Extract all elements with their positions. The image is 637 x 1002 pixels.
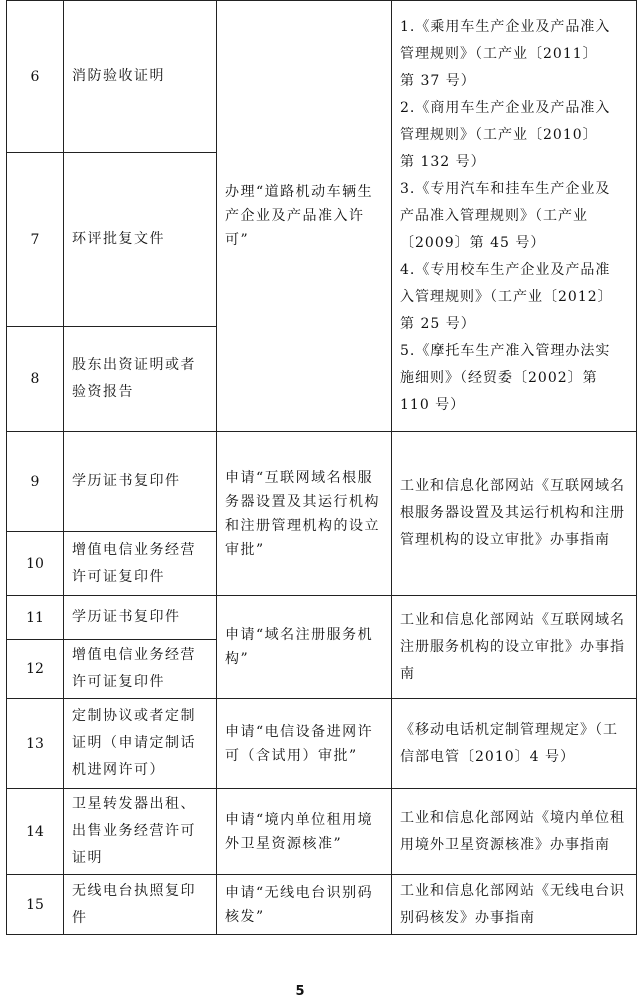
row-number: 7: [7, 153, 64, 327]
basis-line: 2.《商用车生产企业及产品准入: [400, 99, 611, 116]
basis-line: 110 号）: [400, 396, 466, 413]
materials-table: [6, 0, 637, 935]
basis-line: 4.《专用校车生产企业及产品准: [400, 261, 611, 278]
table-row: [7, 875, 637, 935]
application-item-cell: 申请“域名注册服务机构”: [217, 596, 392, 699]
row-number: 6: [7, 1, 64, 153]
table-row: [7, 789, 637, 875]
basis-line: 入管理规则》（工产业〔2012〕: [400, 288, 613, 305]
legal-basis-cell: 工业和信息化部网站《境内单位租用境外卫星资源核准》办事指南: [392, 789, 637, 875]
material-cell: 环评批复文件: [64, 153, 217, 327]
legal-basis-cell: 工业和信息化部网站《互联网域名注册服务机构的设立审批》办事指南: [392, 596, 637, 699]
application-item-cell: 申请“电信设备进网许可（含试用）审批”: [217, 699, 392, 789]
legal-basis-cell: [392, 1, 637, 432]
basis-line: 第 132 号）: [400, 153, 486, 170]
basis-line: 3.《专用汽车和挂车生产企业及: [400, 180, 611, 197]
material-cell: 学历证书复印件: [64, 432, 217, 532]
legal-basis-cell: 工业和信息化部网站《互联网域名根服务器设置及其运行机构和注册管理机构的设立审批》办事指南: [392, 432, 637, 596]
basis-line: 5.《摩托车生产准入管理办法实: [400, 342, 611, 359]
table-row: [7, 699, 637, 789]
application-item-cell: 申请“互联网域名根服务器设置及其运行机构和注册管理机构的设立审批”: [217, 432, 392, 596]
table-row: [7, 596, 637, 640]
material-cell: 无线电台执照复印件: [64, 875, 217, 935]
basis-line: 管理规则》（工产业〔2010〕: [400, 126, 598, 143]
row-number: 13: [7, 699, 64, 789]
table-row: [7, 432, 637, 532]
row-number: 12: [7, 640, 64, 699]
legal-basis-cell: 工业和信息化部网站《无线电台识别码核发》办事指南: [392, 875, 637, 935]
page-number: 5: [295, 984, 305, 999]
material-cell: 消防验收证明: [64, 1, 217, 153]
row-number: 8: [7, 327, 64, 432]
material-cell: 定制协议或者定制证明（申请定制话机进网许可）: [64, 699, 217, 789]
material-cell: 增值电信业务经营许可证复印件: [64, 532, 217, 596]
material-cell: 增值电信业务经营许可证复印件: [64, 640, 217, 699]
row-number: 10: [7, 532, 64, 596]
basis-line: 施细则》（经贸委〔2002〕第: [400, 369, 598, 386]
material-cell: 股东出资证明或者验资报告: [64, 327, 217, 432]
basis-line: 1.《乘用车生产企业及产品准入: [400, 18, 611, 35]
table-row: [7, 1, 637, 153]
basis-line: 产品准入管理规则》（工产业: [400, 207, 588, 224]
basis-line: 〔2009〕第 45 号）: [400, 234, 546, 251]
row-number: 15: [7, 875, 64, 935]
basis-line: 第 37 号）: [400, 72, 476, 89]
application-item-cell: 办理“道路机动车辆生产企业及产品准入许可”: [217, 1, 392, 432]
basis-line: 第 25 号）: [400, 315, 476, 332]
application-item-cell: 申请“无线电台识别码核发”: [217, 875, 392, 935]
legal-basis-cell: 《移动电话机定制管理规定》（工信部电管〔2010〕4 号）: [392, 699, 637, 789]
row-number: 9: [7, 432, 64, 532]
row-number: 14: [7, 789, 64, 875]
material-cell: 学历证书复印件: [64, 596, 217, 640]
application-item-cell: 申请“境内单位租用境外卫星资源核准”: [217, 789, 392, 875]
basis-line: 管理规则》（工产业〔2011〕: [400, 45, 598, 62]
material-cell: 卫星转发器出租、出售业务经营许可证明: [64, 789, 217, 875]
row-number: 11: [7, 596, 64, 640]
